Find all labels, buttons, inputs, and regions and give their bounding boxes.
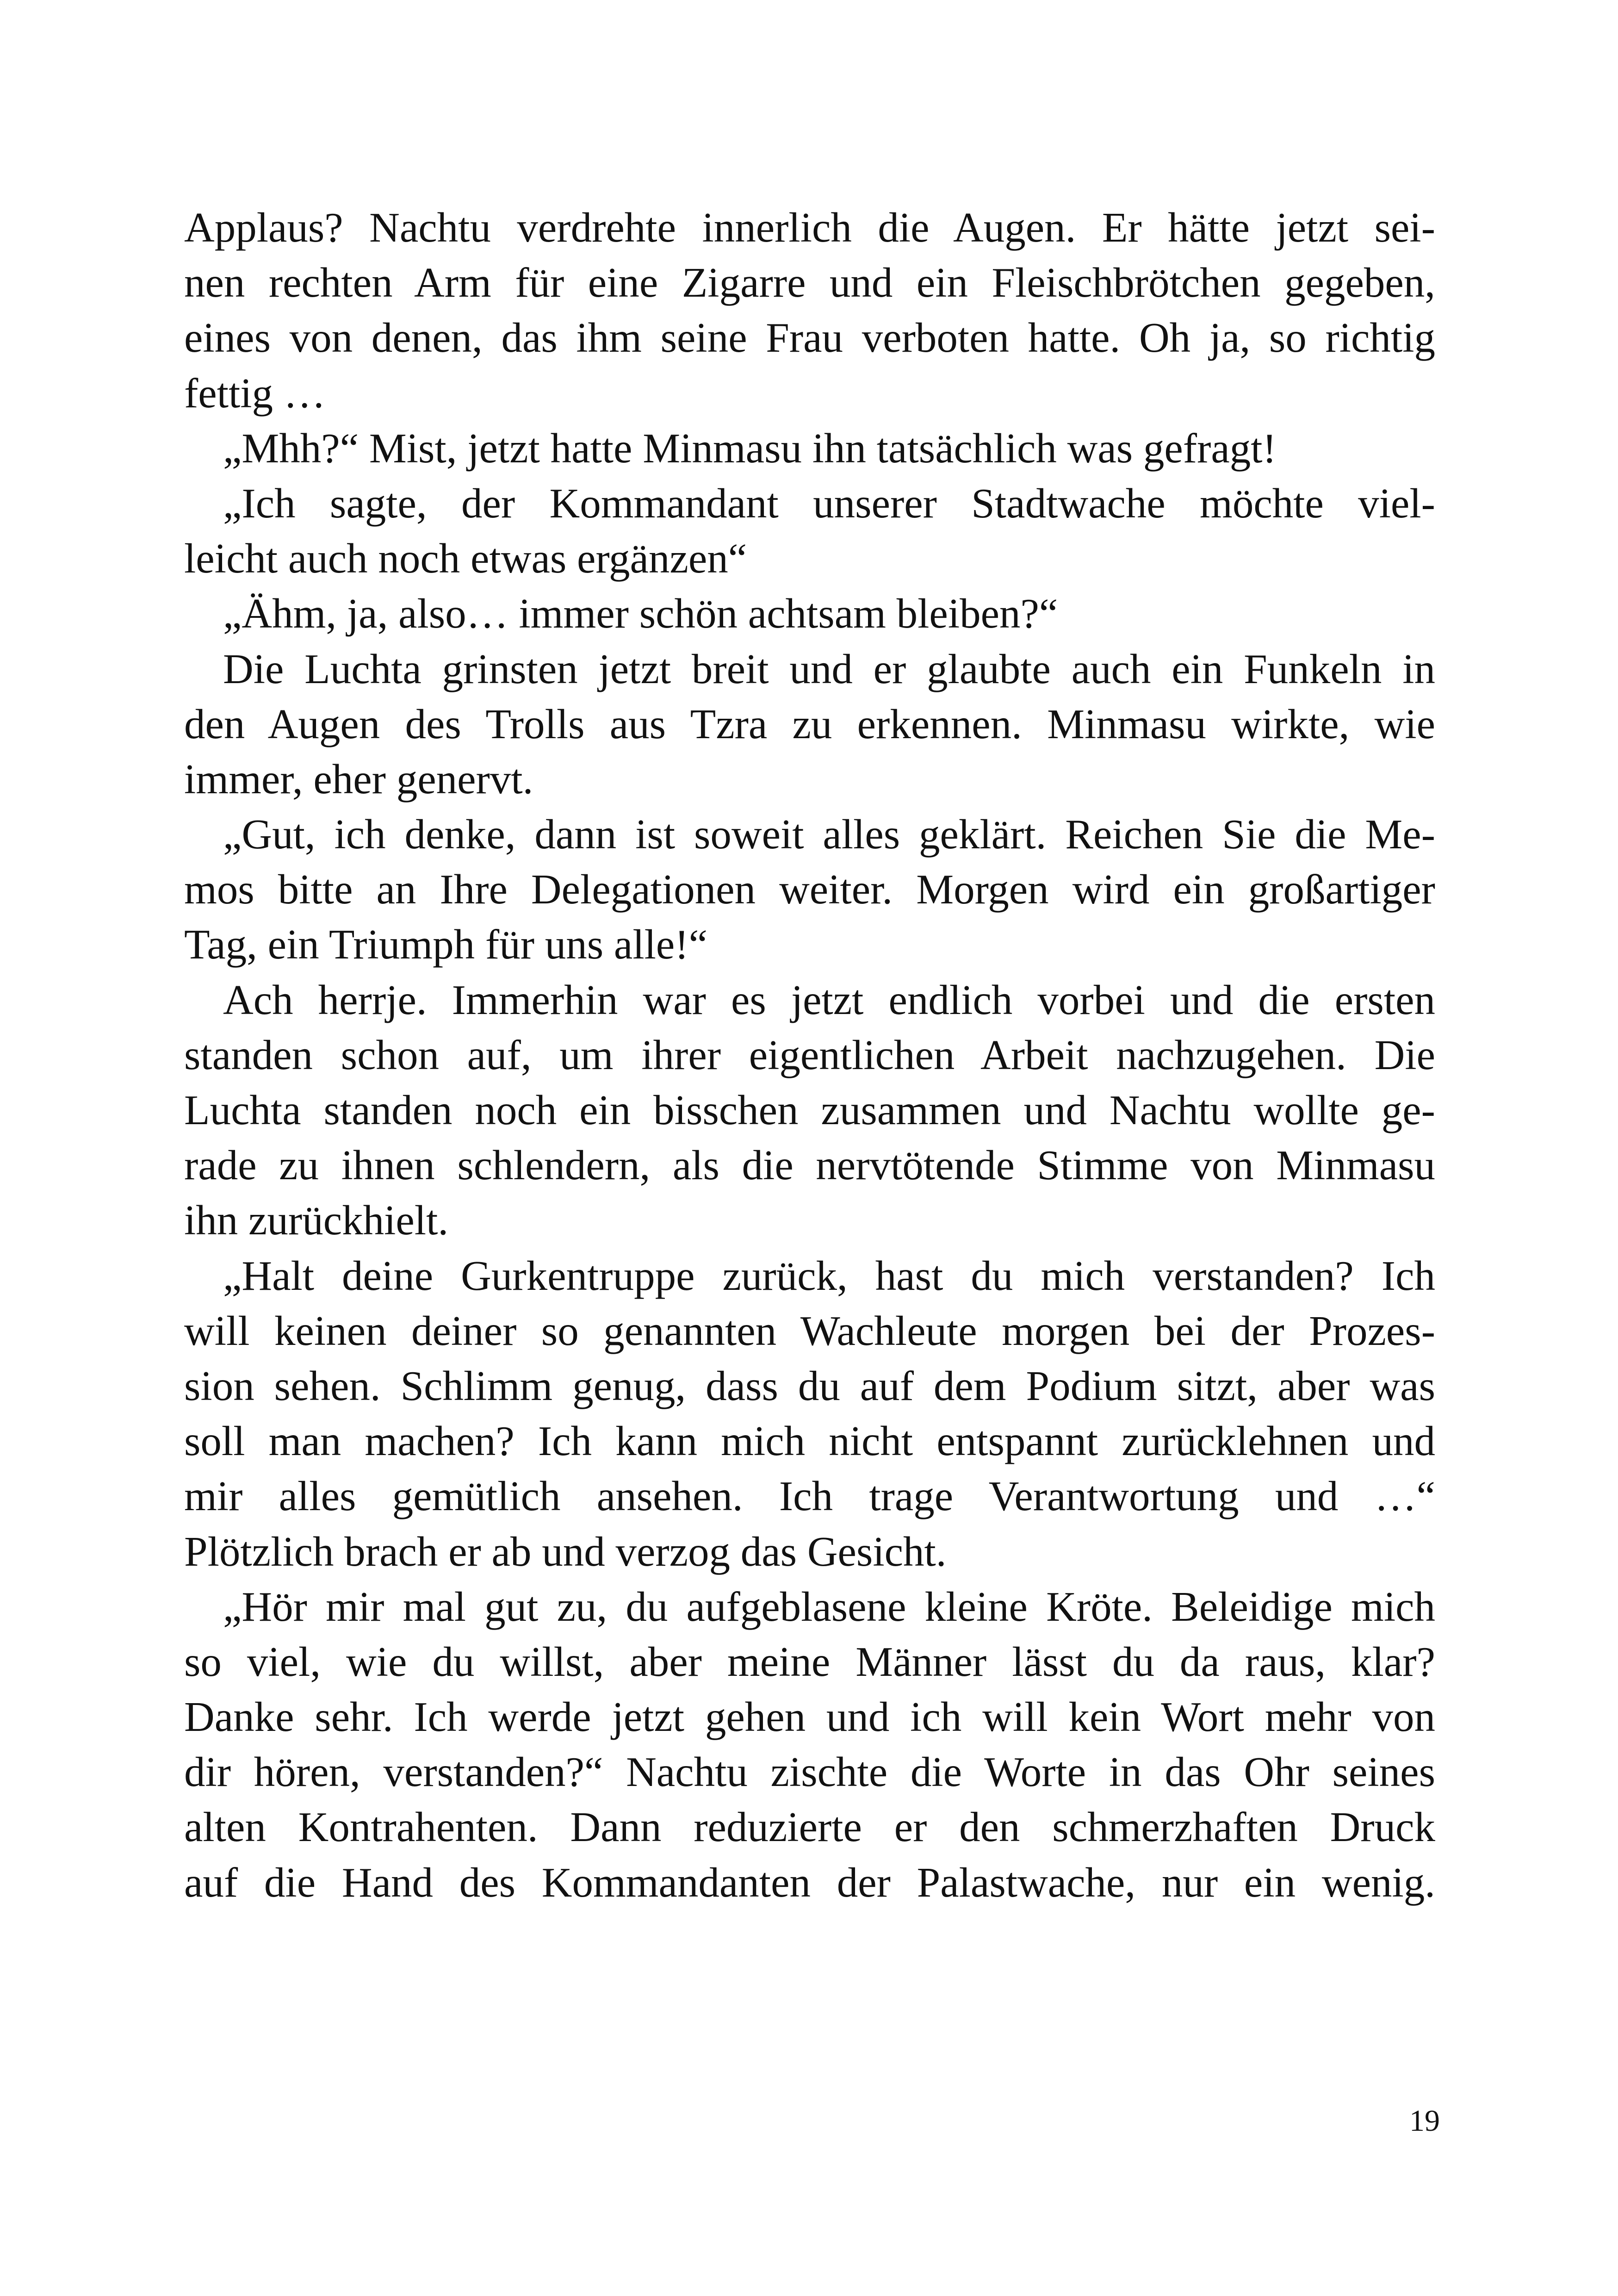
text-line: will keinen deiner so genannten Wachleute morgen bei der Prozes-: [184, 1307, 1435, 1354]
text-line: standen schon auf, um ihrer eigentlichen Arbeit nachzugehen. Die: [184, 1031, 1435, 1078]
text-line: nen rechten Arm für eine Zigarre und ein Fleischbrötchen gegeben,: [184, 259, 1435, 306]
text-line: „Hör mir mal gut zu, du aufgeblasene kleine Kröte. Beleidige mich: [223, 1583, 1435, 1630]
text-line: „Mhh?“ Mist, jetzt hatte Minmasu ihn tatsächlich was gefragt!: [223, 424, 1277, 472]
text-line: Luchta standen noch ein bisschen zusammen und Nachtu wollte ge-: [184, 1087, 1435, 1133]
text-line: alten Kontrahenten. Dann reduzierte er den schmerzhaften Druck: [184, 1804, 1435, 1851]
text-line: Tag, ein Triumph für uns alle!“: [184, 921, 707, 968]
page-number: 19: [1409, 2104, 1440, 2138]
text-line: „Halt deine Gurkentruppe zurück, hast du mich verstanden? Ich: [223, 1252, 1435, 1299]
text-line: Applaus? Nachtu verdrehte innerlich die Augen. Er hätte jetzt sei-: [184, 204, 1435, 251]
text-line: soll man machen? Ich kann mich nicht entspannt zurücklehnen und: [184, 1418, 1435, 1465]
body-text: [184, 200, 1435, 1910]
text-line: mir alles gemütlich ansehen. Ich trage Verantwortung und …“: [184, 1473, 1435, 1520]
text-line: Danke sehr. Ich werde jetzt gehen und ich will kein Wort mehr von: [184, 1693, 1435, 1741]
text-line: „Ähm, ja, also… immer schön achtsam bleiben?“: [223, 590, 1058, 637]
text-line: immer, eher genervt.: [184, 755, 533, 803]
text-line: dir hören, verstanden?“ Nachtu zischte die Worte in das Ohr seines: [184, 1748, 1435, 1796]
text-line: eines von denen, das ihm seine Frau verboten hatte. Oh ja, so richtig: [184, 314, 1435, 361]
text-line: „Ich sagte, der Kommandant unserer Stadtwache möchte viel-: [223, 479, 1435, 527]
text-line: sion sehen. Schlimm genug, dass du auf dem Podium sitzt, aber was: [184, 1362, 1435, 1409]
text-line: Die Luchta grinsten jetzt breit und er glaubte auch ein Funkeln in: [223, 645, 1435, 692]
text-line: Ach herrje. Immerhin war es jetzt endlich vorbei und die ersten: [223, 976, 1435, 1023]
text-line: mos bitte an Ihre Delegationen weiter. Morgen wird ein großartiger: [184, 866, 1435, 913]
text-line: leicht auch noch etwas ergänzen“: [184, 535, 747, 582]
text-line: fettig …: [184, 369, 326, 417]
text-line: rade zu ihnen schlendern, als die nervtötende Stimme von Minmasu: [184, 1142, 1435, 1189]
text-line: den Augen des Trolls aus Tzra zu erkennen. Minmasu wirkte, wie: [184, 700, 1435, 747]
text-line: Plötzlich brach er ab und verzog das Gesicht.: [184, 1528, 947, 1575]
text-line: ihn zurückhielt.: [184, 1197, 449, 1244]
text-line: so viel, wie du willst, aber meine Männer lässt du da raus, klar?: [184, 1638, 1435, 1685]
text-line: auf die Hand des Kommandanten der Palastwache, nur ein wenig.: [184, 1859, 1435, 1906]
text-line: „Gut, ich denke, dann ist soweit alles geklärt. Reichen Sie die Me-: [223, 811, 1435, 858]
